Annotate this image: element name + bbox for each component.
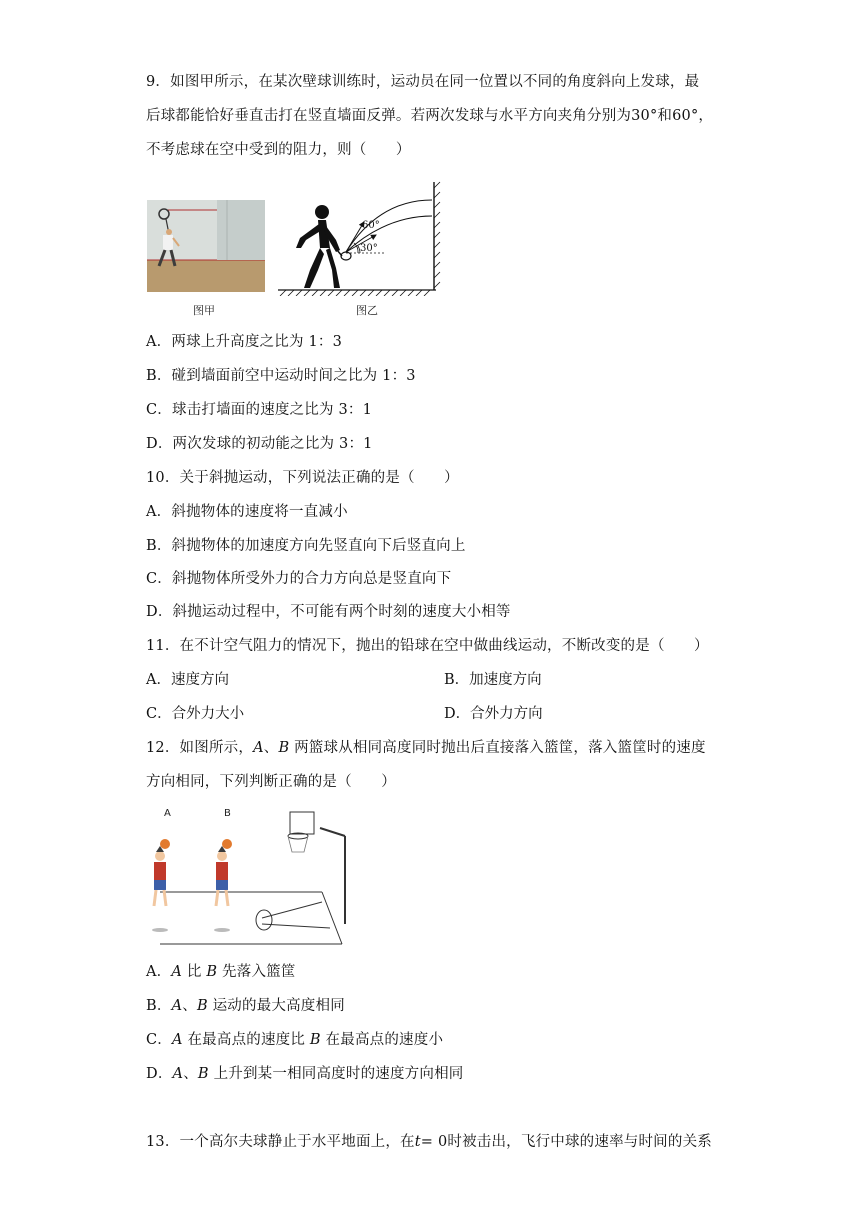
q12-var-a: A [253,740,264,756]
q12-option-b-var2: B [196,998,208,1014]
q12-option-c-mid: 在最高点的速度比 [182,1032,310,1048]
q12-option-a-prefix: A． [146,964,172,980]
q12-stem-text-b: 两篮球从相同高度同时抛出后直接落入篮筐，落入篮筐时的速度 [289,740,706,756]
q12-option-c [146,1030,443,1050]
q12-option-a-mid: 比 [182,964,207,980]
q9-stem-line-3: 不考虑球在空中受到的阻力，则（ ） [146,142,411,158]
q11-option-b: B．加速度方向 [444,672,542,688]
q9-option-c: C．球击打墙面的速度之比为 3：1 [146,402,373,418]
q12-option-b-text: 运动的最大高度相同 [207,998,345,1014]
q11-option-d: D．合外力方向 [444,706,543,722]
q10-option-c: C．斜抛物体所受外力的合力方向总是竖直向下 [146,571,452,587]
q13-stem-text-b: 时被击出，飞行中球的速率与时间的关系 [447,1134,712,1150]
q12-option-d [146,1064,463,1084]
q12-var-b: B [278,740,290,756]
q12-option-c-text: 在最高点的速度小 [320,1032,444,1048]
q11-stem: 11．在不计空气阻力的情况下，抛出的铅球在空中做曲线运动，不断改变的是（ ） [146,638,709,654]
q12-option-a-var1: A [171,964,183,980]
q12-option-b-prefix: B． [146,998,172,1014]
q9-stem-line-1: 9．如图甲所示，在某次壁球训练时，运动员在同一位置以不同的角度斜向上发球，最 [146,74,700,90]
squash-photo [147,200,265,292]
q13-var-t: t [414,1134,421,1150]
q9-stem-line-2: 后球都能恰好垂直击打在竖直墙面反弹。若两次发球与水平方向夹角分别为30°和60°， [146,108,714,124]
q12-option-d-var1: A [172,1066,184,1082]
q9-option-a: A．两球上升高度之比为 1：3 [146,334,343,350]
q12-option-a [146,962,296,982]
squash-diagram [274,178,450,296]
q13-equals-zero: = 0 [420,1134,448,1150]
figure-a-caption: 图甲 [193,304,215,317]
q13-stem-text-a: 13．一个高尔夫球静止于水平地面上，在 [146,1134,415,1150]
q10-option-d: D．斜抛运动过程中，不可能有两个时刻的速度大小相等 [146,604,511,620]
angle-30-label: 30° [360,243,378,254]
q12-option-d-prefix: D． [146,1066,173,1082]
q9-option-b: B．碰到墙面前空中运动时间之比为 1：3 [146,368,416,384]
q12-stem-sep: 、 [263,740,279,756]
q12-option-d-mid: 、 [183,1066,198,1082]
q13-stem-line-1 [146,1132,712,1152]
q12-stem-line-1 [146,738,706,758]
q12-option-c-var2: B [309,1032,321,1048]
q11-option-a: A．速度方向 [146,672,229,688]
player-b-label: B [224,808,231,819]
q11-option-c: C．合外力大小 [146,706,245,722]
basketball-diagram [140,806,350,952]
q12-option-d-text: 上升到某一相同高度时的速度方向相同 [208,1066,464,1082]
q12-option-a-var2: B [206,964,218,980]
q12-option-b [146,996,345,1016]
q12-option-a-text: 先落入篮筐 [217,964,296,980]
q12-stem-text-a: 12．如图所示， [146,740,254,756]
q12-option-b-mid: 、 [182,998,197,1014]
q10-option-a: A．斜抛物体的速度将一直减小 [146,504,348,520]
q12-option-c-var1: A [172,1032,183,1048]
q12-stem-line-2: 方向相同，下列判断正确的是（ ） [146,774,396,790]
q12-option-b-var1: A [171,998,183,1014]
q10-option-b: B．斜抛物体的加速度方向先竖直向下后竖直向上 [146,538,466,554]
figure-b-caption: 图乙 [356,304,378,317]
q9-option-d: D．两次发球的初动能之比为 3：1 [146,436,373,452]
q12-option-d-var2: B [197,1066,209,1082]
angle-60-label: 60° [362,220,380,231]
player-a-label: A [164,808,171,819]
q10-stem: 10．关于斜抛运动，下列说法正确的是（ ） [146,470,459,486]
q12-option-c-prefix: C． [146,1032,172,1048]
